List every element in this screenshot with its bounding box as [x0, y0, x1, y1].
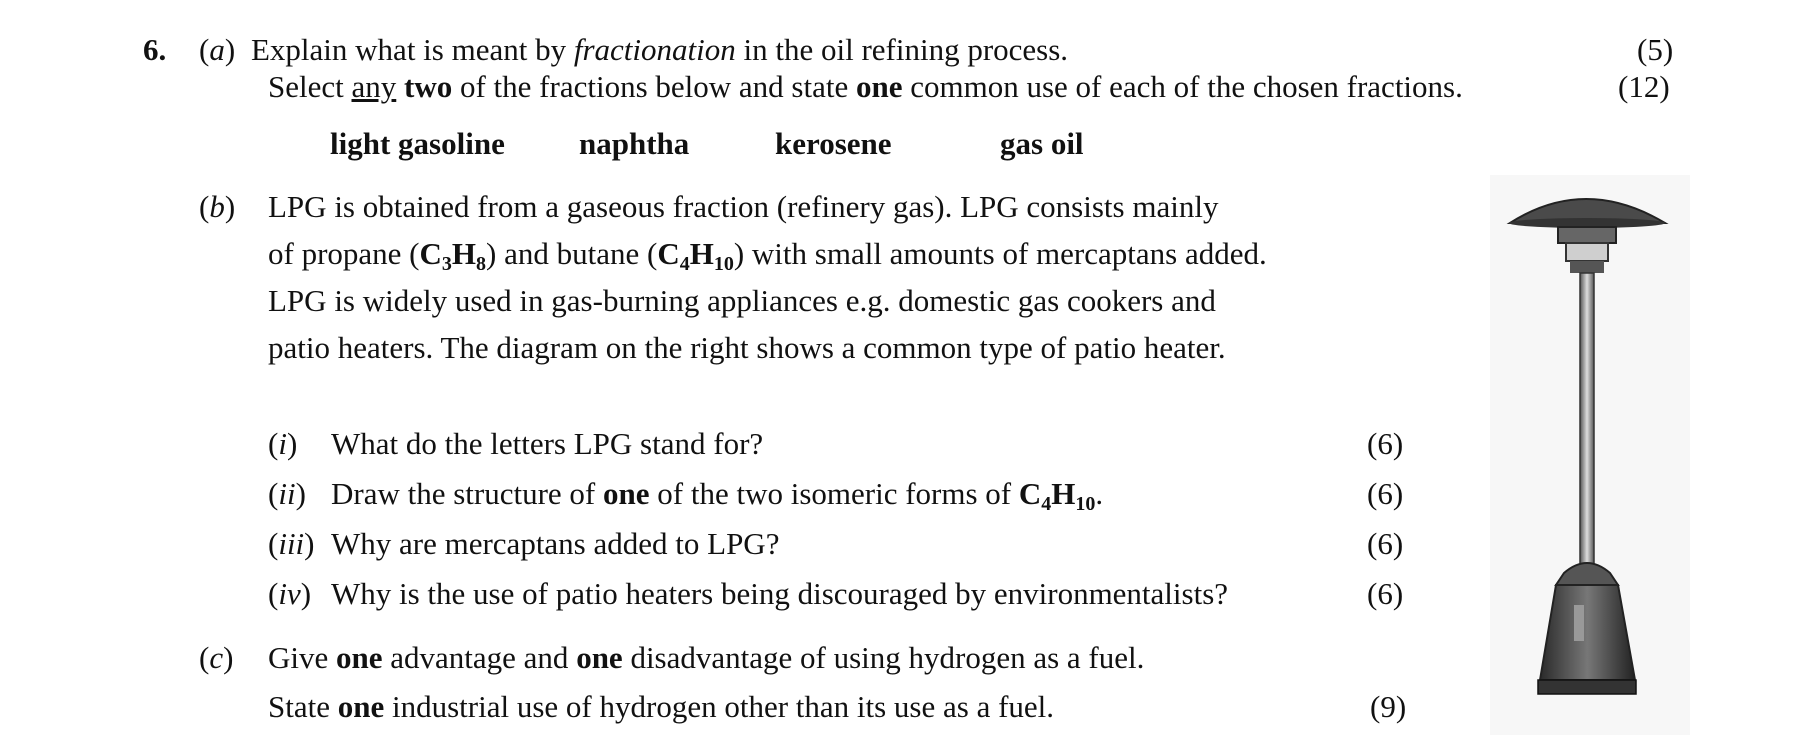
- fraction-gas-oil: gas oil: [1000, 126, 1084, 161]
- part-a-line2: [268, 69, 1463, 105]
- subq-iv-text: Why is the use of patio heaters being discouraged by environmentalists?: [331, 576, 1229, 611]
- fraction-naphtha: naphtha: [579, 126, 690, 161]
- part-a-line2-pre: Select: [268, 69, 352, 104]
- part-a-line1-pre: Explain what is meant by: [251, 32, 574, 67]
- part-c-letter: c: [209, 640, 224, 675]
- subq-iii-text: Why are mercaptans added to LPG?: [331, 526, 780, 561]
- subq-iv-marks: (6): [1367, 576, 1404, 611]
- subq-ii-label: (ii): [268, 476, 306, 511]
- patio-heater-image: [1490, 175, 1690, 735]
- formula-propane: $C_3H_8$: [419, 236, 487, 275]
- part-b-label: (b): [199, 189, 236, 224]
- subq-iv-label: (iv): [268, 576, 312, 611]
- part-c-line1: Give one advantage and one disadvantage of using hydrogen as a fuel.: [268, 640, 1145, 675]
- subq-i-text: What do the letters LPG stand for?: [331, 426, 764, 461]
- part-c-marks: (9): [1370, 689, 1407, 724]
- fraction-light-gasoline: light gasoline: [330, 126, 505, 161]
- formula-butane: $C_4H_{10}$: [657, 236, 734, 275]
- subq-i-label: (i): [268, 426, 298, 461]
- part-c-label: (c): [199, 640, 234, 675]
- part-a-letter: a: [209, 32, 225, 67]
- word-one: one: [855, 69, 903, 104]
- word-two: two: [404, 69, 453, 104]
- part-b-line2-b: ) and butane (: [486, 236, 658, 271]
- word-any: any: [351, 69, 397, 104]
- question-number: 6.: [143, 32, 167, 67]
- subq-i-marks: (6): [1367, 426, 1404, 461]
- part-b-para-line1: LPG is obtained from a gaseous fraction (refinery gas). LPG consists mainly: [268, 189, 1219, 224]
- subq-ii-text: Draw the structure of one of the two isomeric forms of $C_4H_{10}$.: [331, 476, 1104, 515]
- part-a-line1: [251, 32, 1068, 68]
- part-b-para-line3: LPG is widely used in gas-burning appliances e.g. domestic gas cookers and: [268, 283, 1216, 318]
- fraction-kerosene: kerosene: [775, 126, 892, 161]
- part-a-line2-post: common use of each of the chosen fractions.: [902, 69, 1463, 104]
- part-c-line2: State one industrial use of hydrogen other than its use as a fuel.: [268, 689, 1055, 724]
- part-a-label: (a): [199, 32, 236, 67]
- part-b-para-line4: patio heaters. The diagram on the right shows a common type of patio heater.: [268, 330, 1226, 365]
- subq-ii-marks: (6): [1367, 476, 1404, 511]
- part-b-letter: b: [209, 189, 225, 224]
- part-a-line2-marks: (12): [1618, 69, 1670, 104]
- term-fractionation: fractionation: [573, 32, 736, 67]
- subq-iii-marks: (6): [1367, 526, 1404, 561]
- part-b-line2-c: ) with small amounts of mercaptans added.: [733, 236, 1267, 271]
- formula-c4h10: $C_4H_{10}$: [1018, 476, 1096, 515]
- part-a-line2-mid: of the fractions below and state: [452, 69, 856, 104]
- subq-iii-label: (iii): [268, 526, 315, 561]
- part-b-para-line2: [268, 236, 1267, 282]
- part-a-line1-marks: (5): [1637, 32, 1674, 67]
- part-b-line2-a: of propane (: [268, 236, 420, 271]
- part-a-line1-post: in the oil refining process.: [735, 32, 1069, 67]
